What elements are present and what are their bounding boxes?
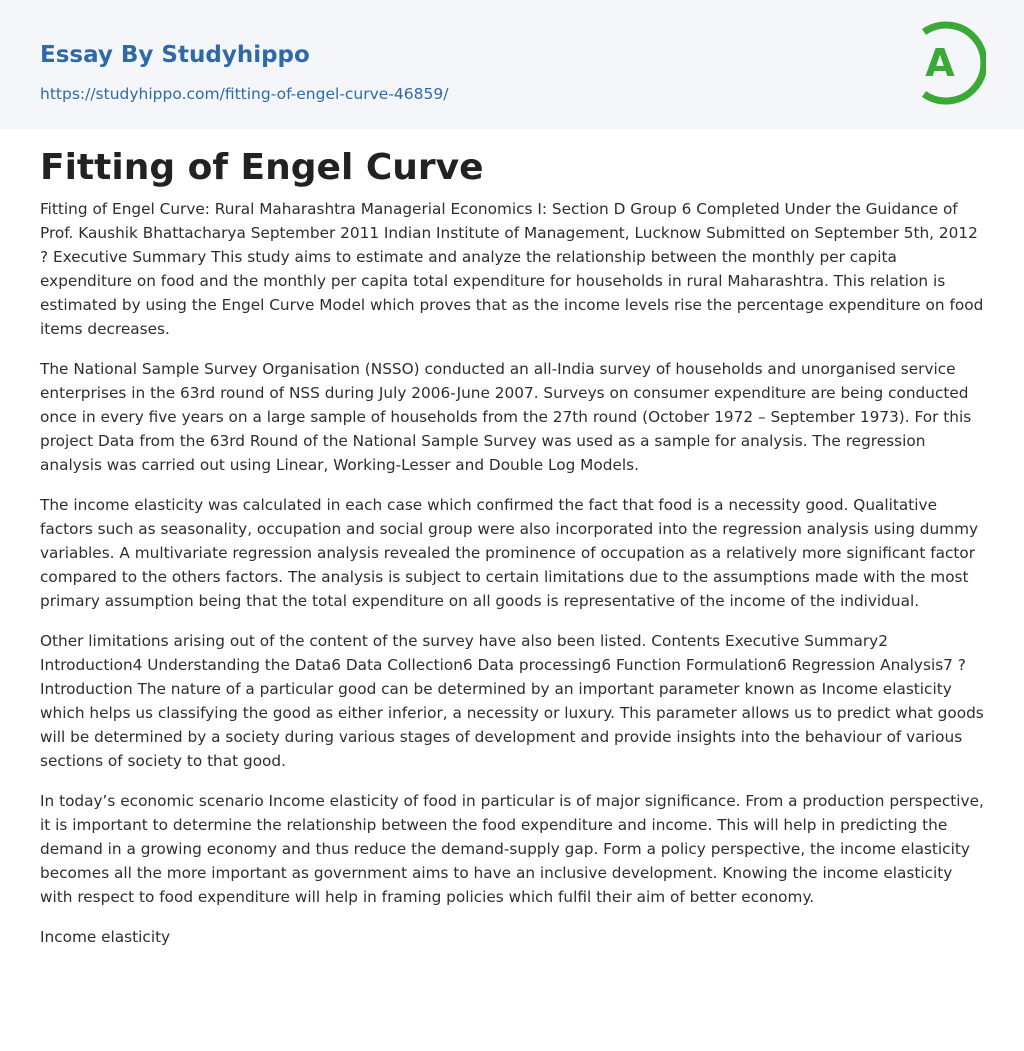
essay-paragraph-4: Other limitations arising out of the content of the survey have also been listed. Contents Executive Summary2 Introduction4 Understanding the Data6 Data Collection6 Data processing6 Function Formulation6 Regression Analysis7 ? Introduction The nature of a particular good can be determined by an important parameter known as Income elasticity which helps us classifying the good as either inferior, a necessity or luxury. This parameter allows us to predict what goods will be determined by a society during various stages of development and provide insights into the behaviour of various sections of society to that good. xyxy=(40,632,984,770)
essay-content xyxy=(0,147,1024,949)
essay-paragraph-1: Fitting of Engel Curve: Rural Maharashtra Managerial Economics I: Section D Group 6 Completed Under the Guidance of Prof. Kaushik Bhattacharya September 2011 Indian Institute of Management, Lucknow Submitted on September 5th, 2012 ? Executive Summary This study aims to estimate and analyze the relationship between the monthly per capita expenditure on food and the monthly per capita total expenditure for households in rural Maharashtra. This relation is estimated by using the Engel Curve Model which proves that as the income levels rise the percentage expenditure on food items decreases. xyxy=(40,200,984,338)
essay-title: Fitting of Engel Curve xyxy=(40,147,484,188)
site-brand[interactable]: Essay By Studyhippo xyxy=(40,42,310,68)
studyhippo-logo-icon[interactable] xyxy=(912,20,986,106)
essay-paragraph-2: The National Sample Survey Organisation (NSSO) conducted an all-India survey of households and unorganised service enterprises in the 63rd round of NSS during July 2006-June 2007. Surveys on consumer expenditure are being conducted once in every five years on a large sample of households from the 27th round (October 1972 – September 1973). For this project Data from the 63rd Round of the National Sample Survey was used as a sample for analysis. The regression analysis was carried out using Linear, Working-Lesser and Double Log Models. xyxy=(40,360,972,474)
site-header xyxy=(0,0,1024,129)
logo-letter: A xyxy=(925,41,955,85)
essay-paragraph-3: The income elasticity was calculated in each case which confirmed the fact that food is a necessity good. Qualitative factors such as seasonality, occupation and social group were also incorporated into the regression analysis using dummy variables. A multivariate regression analysis revealed the prominence of occupation as a relatively more significant factor compared to the others factors. The analysis is subject to certain limitations due to the assumptions made with the most primary assumption being that the total expenditure on all goods is representative of the income of the individual. xyxy=(40,496,979,610)
essay-paragraph-6: Income elasticity xyxy=(40,928,171,946)
essay-paragraph-5: In today’s economic scenario Income elasticity of food in particular is of major significance. From a production perspective, it is important to determine the relationship between the food expenditure and income. This will help in predicting the demand in a growing economy and thus reduce the demand-supply gap. Form a policy perspective, the income elasticity becomes all the more important as government aims to have an inclusive development. Knowing the income elasticity with respect to food expenditure will help in framing policies which fulfil their aim of better economy. xyxy=(40,792,984,906)
essay-url-link[interactable]: https://studyhippo.com/fitting-of-engel-curve-46859/ xyxy=(40,85,449,103)
